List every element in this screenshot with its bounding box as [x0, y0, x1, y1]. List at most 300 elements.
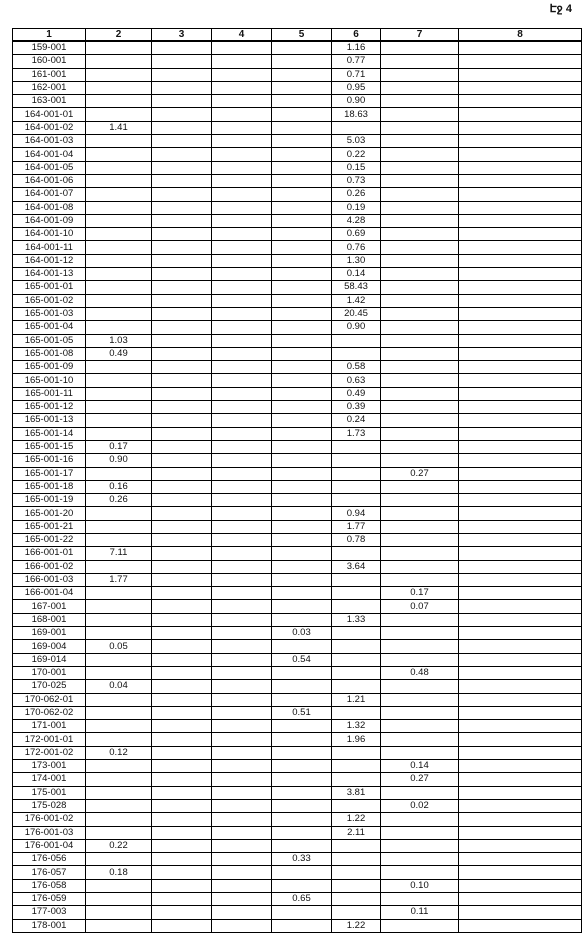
value-cell: [459, 547, 582, 560]
parcel-code-cell: 176-001-03: [13, 826, 86, 839]
value-cell: [212, 161, 272, 174]
table-row: [13, 108, 582, 121]
table-row: [13, 600, 582, 613]
value-cell: [212, 587, 272, 600]
value-cell: [332, 347, 381, 360]
value-cell: [459, 627, 582, 640]
value-cell: [152, 414, 212, 427]
value-cell: [212, 853, 272, 866]
value-cell: [86, 786, 152, 799]
value-cell: [212, 813, 272, 826]
parcel-code-cell: 164-001-11: [13, 241, 86, 254]
value-cell: [332, 587, 381, 600]
value-cell: [381, 307, 459, 320]
value-cell: [212, 121, 272, 134]
value-cell: [86, 507, 152, 520]
value-cell: [459, 893, 582, 906]
value-cell: [212, 839, 272, 852]
value-cell: [86, 600, 152, 613]
value-cell: [459, 254, 582, 267]
value-cell: [86, 307, 152, 320]
value-cell: 18.63: [332, 108, 381, 121]
value-cell: [381, 653, 459, 666]
value-cell: [459, 148, 582, 161]
value-cell: [86, 294, 152, 307]
value-cell: [86, 720, 152, 733]
value-cell: [152, 600, 212, 613]
value-cell: [381, 893, 459, 906]
value-cell: [272, 573, 332, 586]
value-cell: [459, 281, 582, 294]
value-cell: [152, 587, 212, 600]
value-cell: [381, 507, 459, 520]
value-cell: 5.03: [332, 135, 381, 148]
value-cell: [86, 254, 152, 267]
value-cell: [332, 866, 381, 879]
value-cell: [86, 733, 152, 746]
value-cell: [381, 95, 459, 108]
value-cell: [381, 573, 459, 586]
value-cell: [459, 813, 582, 826]
parcel-code-cell: 170-025: [13, 680, 86, 693]
value-cell: 0.65: [272, 893, 332, 906]
parcel-code-cell: 176-001-02: [13, 813, 86, 826]
value-cell: 0.14: [381, 760, 459, 773]
parcel-code-cell: 169-004: [13, 640, 86, 653]
value-cell: [86, 520, 152, 533]
value-cell: 0.05: [86, 640, 152, 653]
value-cell: [212, 547, 272, 560]
value-cell: [272, 746, 332, 759]
parcel-code-cell: 165-001-21: [13, 520, 86, 533]
table-row: [13, 294, 582, 307]
value-cell: [459, 653, 582, 666]
value-cell: [459, 214, 582, 227]
value-cell: [459, 507, 582, 520]
value-cell: [459, 55, 582, 68]
value-cell: [459, 494, 582, 507]
value-cell: [212, 680, 272, 693]
value-cell: [212, 467, 272, 480]
value-cell: 0.27: [381, 773, 459, 786]
table-body: [13, 41, 582, 932]
parcel-code-cell: 176-056: [13, 853, 86, 866]
page-number-label: Էջ 4: [549, 3, 572, 15]
value-cell: [272, 879, 332, 892]
value-cell: [212, 347, 272, 360]
value-cell: [332, 627, 381, 640]
value-cell: [86, 799, 152, 812]
value-cell: 1.30: [332, 254, 381, 267]
value-cell: 0.02: [381, 799, 459, 812]
value-cell: [381, 454, 459, 467]
value-cell: [381, 547, 459, 560]
value-cell: 0.12: [86, 746, 152, 759]
value-cell: [152, 680, 212, 693]
value-cell: [212, 893, 272, 906]
value-cell: [152, 268, 212, 281]
value-cell: [86, 95, 152, 108]
value-cell: 0.22: [332, 148, 381, 161]
parcel-code-cell: 164-001-06: [13, 174, 86, 187]
table-row: [13, 135, 582, 148]
value-cell: [212, 361, 272, 374]
table-row: [13, 121, 582, 134]
value-cell: 0.33: [272, 853, 332, 866]
value-cell: [152, 387, 212, 400]
value-cell: [381, 334, 459, 347]
table-row: [13, 533, 582, 546]
column-header: 1: [13, 29, 86, 42]
table-row: [13, 414, 582, 427]
value-cell: [459, 640, 582, 653]
value-cell: [212, 228, 272, 241]
value-cell: [459, 613, 582, 626]
value-cell: [459, 826, 582, 839]
value-cell: [459, 733, 582, 746]
value-cell: [86, 228, 152, 241]
value-cell: [459, 135, 582, 148]
value-cell: [272, 666, 332, 679]
value-cell: [212, 826, 272, 839]
value-cell: [152, 294, 212, 307]
parcel-code-cell: 162-001: [13, 81, 86, 94]
value-cell: [152, 560, 212, 573]
parcel-code-cell: 165-001-05: [13, 334, 86, 347]
value-cell: [381, 121, 459, 134]
value-cell: [86, 773, 152, 786]
value-cell: [212, 773, 272, 786]
parcel-code-cell: 165-001-02: [13, 294, 86, 307]
value-cell: [152, 879, 212, 892]
value-cell: [272, 720, 332, 733]
value-cell: [152, 919, 212, 932]
value-cell: [272, 600, 332, 613]
value-cell: [381, 414, 459, 427]
value-cell: [212, 720, 272, 733]
value-cell: [86, 387, 152, 400]
value-cell: [272, 733, 332, 746]
value-cell: [86, 401, 152, 414]
value-cell: [86, 853, 152, 866]
value-cell: 0.22: [86, 839, 152, 852]
value-cell: [459, 839, 582, 852]
value-cell: 0.63: [332, 374, 381, 387]
value-cell: 0.51: [272, 706, 332, 719]
value-cell: [272, 839, 332, 852]
value-cell: [152, 839, 212, 852]
table-row: [13, 41, 582, 55]
parcel-code-cell: 164-001-09: [13, 214, 86, 227]
value-cell: [152, 573, 212, 586]
parcel-code-cell: 164-001-10: [13, 228, 86, 241]
value-cell: [212, 81, 272, 94]
value-cell: 0.69: [332, 228, 381, 241]
value-cell: 0.95: [332, 81, 381, 94]
land-parcel-table: [12, 28, 582, 933]
value-cell: [152, 547, 212, 560]
value-cell: [272, 507, 332, 520]
parcel-code-cell: 163-001: [13, 95, 86, 108]
parcel-code-cell: 164-001-02: [13, 121, 86, 134]
table-row: [13, 693, 582, 706]
parcel-code-cell: 165-001-14: [13, 427, 86, 440]
value-cell: [459, 294, 582, 307]
parcel-code-cell: 165-001-13: [13, 414, 86, 427]
table-row: [13, 587, 582, 600]
value-cell: 0.03: [272, 627, 332, 640]
value-cell: [212, 693, 272, 706]
value-cell: 1.77: [332, 520, 381, 533]
value-cell: [381, 241, 459, 254]
value-cell: [212, 733, 272, 746]
table-row: [13, 919, 582, 932]
value-cell: [272, 161, 332, 174]
value-cell: [381, 148, 459, 161]
value-cell: [459, 879, 582, 892]
table-row: [13, 773, 582, 786]
value-cell: 0.58: [332, 361, 381, 374]
parcel-code-cell: 165-001-16: [13, 454, 86, 467]
table-row: [13, 334, 582, 347]
value-cell: [272, 480, 332, 493]
value-cell: [272, 813, 332, 826]
value-cell: [212, 799, 272, 812]
value-cell: [332, 839, 381, 852]
value-cell: [152, 174, 212, 187]
value-cell: [86, 68, 152, 81]
table-row: [13, 494, 582, 507]
value-cell: [212, 214, 272, 227]
parcel-code-cell: 178-001: [13, 919, 86, 932]
value-cell: [272, 148, 332, 161]
value-cell: [152, 68, 212, 81]
value-cell: [381, 387, 459, 400]
value-cell: 0.94: [332, 507, 381, 520]
value-cell: 0.11: [381, 906, 459, 919]
value-cell: [381, 361, 459, 374]
value-cell: [459, 361, 582, 374]
parcel-code-cell: 175-001: [13, 786, 86, 799]
value-cell: 1.22: [332, 919, 381, 932]
value-cell: [152, 786, 212, 799]
value-cell: [381, 866, 459, 879]
value-cell: [381, 560, 459, 573]
value-cell: 0.18: [86, 866, 152, 879]
value-cell: [381, 294, 459, 307]
parcel-code-cell: 165-001-15: [13, 440, 86, 453]
table-row: [13, 307, 582, 320]
value-cell: [152, 95, 212, 108]
value-cell: 0.16: [86, 480, 152, 493]
table-row: [13, 480, 582, 493]
value-cell: [381, 494, 459, 507]
value-cell: 0.90: [86, 454, 152, 467]
value-cell: [459, 41, 582, 55]
parcel-code-cell: 176-001-04: [13, 839, 86, 852]
value-cell: [86, 161, 152, 174]
value-cell: [381, 214, 459, 227]
table-row: [13, 214, 582, 227]
value-cell: [152, 241, 212, 254]
parcel-code-cell: 169-001: [13, 627, 86, 640]
value-cell: [152, 254, 212, 267]
value-cell: [212, 520, 272, 533]
value-cell: [86, 174, 152, 187]
value-cell: [212, 294, 272, 307]
value-cell: [459, 401, 582, 414]
value-cell: [86, 374, 152, 387]
value-cell: [152, 374, 212, 387]
table-row: [13, 573, 582, 586]
value-cell: [381, 174, 459, 187]
value-cell: 3.81: [332, 786, 381, 799]
value-cell: [381, 706, 459, 719]
table-row: [13, 161, 582, 174]
value-cell: [459, 520, 582, 533]
value-cell: [152, 653, 212, 666]
value-cell: [381, 627, 459, 640]
value-cell: [459, 334, 582, 347]
table-row: [13, 879, 582, 892]
value-cell: 0.15: [332, 161, 381, 174]
value-cell: [332, 666, 381, 679]
parcel-code-cell: 172-001-02: [13, 746, 86, 759]
value-cell: [381, 520, 459, 533]
parcel-code-cell: 164-001-04: [13, 148, 86, 161]
value-cell: [152, 640, 212, 653]
value-cell: [272, 268, 332, 281]
value-cell: [459, 760, 582, 773]
value-cell: [212, 480, 272, 493]
value-cell: [381, 826, 459, 839]
parcel-code-cell: 165-001-19: [13, 494, 86, 507]
value-cell: [212, 454, 272, 467]
value-cell: [381, 55, 459, 68]
value-cell: [86, 135, 152, 148]
value-cell: [152, 55, 212, 68]
table-row: [13, 760, 582, 773]
table-row: [13, 906, 582, 919]
value-cell: [381, 440, 459, 453]
value-cell: [381, 81, 459, 94]
parcel-code-cell: 165-001-17: [13, 467, 86, 480]
value-cell: [152, 826, 212, 839]
value-cell: [212, 108, 272, 121]
value-cell: 0.78: [332, 533, 381, 546]
table-row: [13, 706, 582, 719]
value-cell: [459, 347, 582, 360]
table-row: [13, 361, 582, 374]
value-cell: [86, 587, 152, 600]
value-cell: [212, 55, 272, 68]
value-cell: 0.90: [332, 321, 381, 334]
value-cell: [86, 666, 152, 679]
value-cell: [381, 613, 459, 626]
value-cell: [86, 321, 152, 334]
value-cell: [332, 640, 381, 653]
value-cell: [332, 600, 381, 613]
value-cell: 0.07: [381, 600, 459, 613]
table-row: [13, 786, 582, 799]
value-cell: [332, 799, 381, 812]
value-cell: [212, 746, 272, 759]
value-cell: [152, 893, 212, 906]
parcel-code-cell: 175-028: [13, 799, 86, 812]
value-cell: [212, 760, 272, 773]
value-cell: [381, 733, 459, 746]
value-cell: [212, 254, 272, 267]
value-cell: [272, 866, 332, 879]
value-cell: [86, 760, 152, 773]
value-cell: [212, 95, 272, 108]
value-cell: 58.43: [332, 281, 381, 294]
table-row: [13, 174, 582, 187]
table-row: [13, 680, 582, 693]
value-cell: [459, 799, 582, 812]
value-cell: 0.26: [332, 188, 381, 201]
value-cell: [152, 813, 212, 826]
value-cell: [272, 587, 332, 600]
value-cell: [459, 427, 582, 440]
value-cell: [152, 799, 212, 812]
value-cell: 0.26: [86, 494, 152, 507]
value-cell: 1.32: [332, 720, 381, 733]
value-cell: [332, 680, 381, 693]
parcel-code-cell: 164-001-13: [13, 268, 86, 281]
value-cell: 1.41: [86, 121, 152, 134]
table-row: [13, 347, 582, 360]
table-row: [13, 720, 582, 733]
value-cell: [152, 281, 212, 294]
value-cell: 0.48: [381, 666, 459, 679]
value-cell: [459, 440, 582, 453]
parcel-code-cell: 176-058: [13, 879, 86, 892]
value-cell: 0.24: [332, 414, 381, 427]
value-cell: [381, 188, 459, 201]
value-cell: [272, 121, 332, 134]
value-cell: [212, 188, 272, 201]
value-cell: [212, 334, 272, 347]
value-cell: [459, 786, 582, 799]
value-cell: 1.96: [332, 733, 381, 746]
value-cell: [86, 533, 152, 546]
value-cell: [381, 321, 459, 334]
value-cell: [381, 533, 459, 546]
value-cell: [152, 627, 212, 640]
table-row: [13, 454, 582, 467]
value-cell: [381, 427, 459, 440]
value-cell: [381, 68, 459, 81]
value-cell: [459, 387, 582, 400]
value-cell: [152, 228, 212, 241]
value-cell: [152, 427, 212, 440]
value-cell: [459, 666, 582, 679]
value-cell: [459, 853, 582, 866]
value-cell: [272, 68, 332, 81]
value-cell: [86, 613, 152, 626]
value-cell: [272, 374, 332, 387]
value-cell: [212, 706, 272, 719]
value-cell: [272, 906, 332, 919]
parcel-code-cell: 164-001-08: [13, 201, 86, 214]
value-cell: [152, 401, 212, 414]
value-cell: [86, 268, 152, 281]
value-cell: [212, 148, 272, 161]
value-cell: [459, 706, 582, 719]
value-cell: [272, 826, 332, 839]
value-cell: [86, 467, 152, 480]
